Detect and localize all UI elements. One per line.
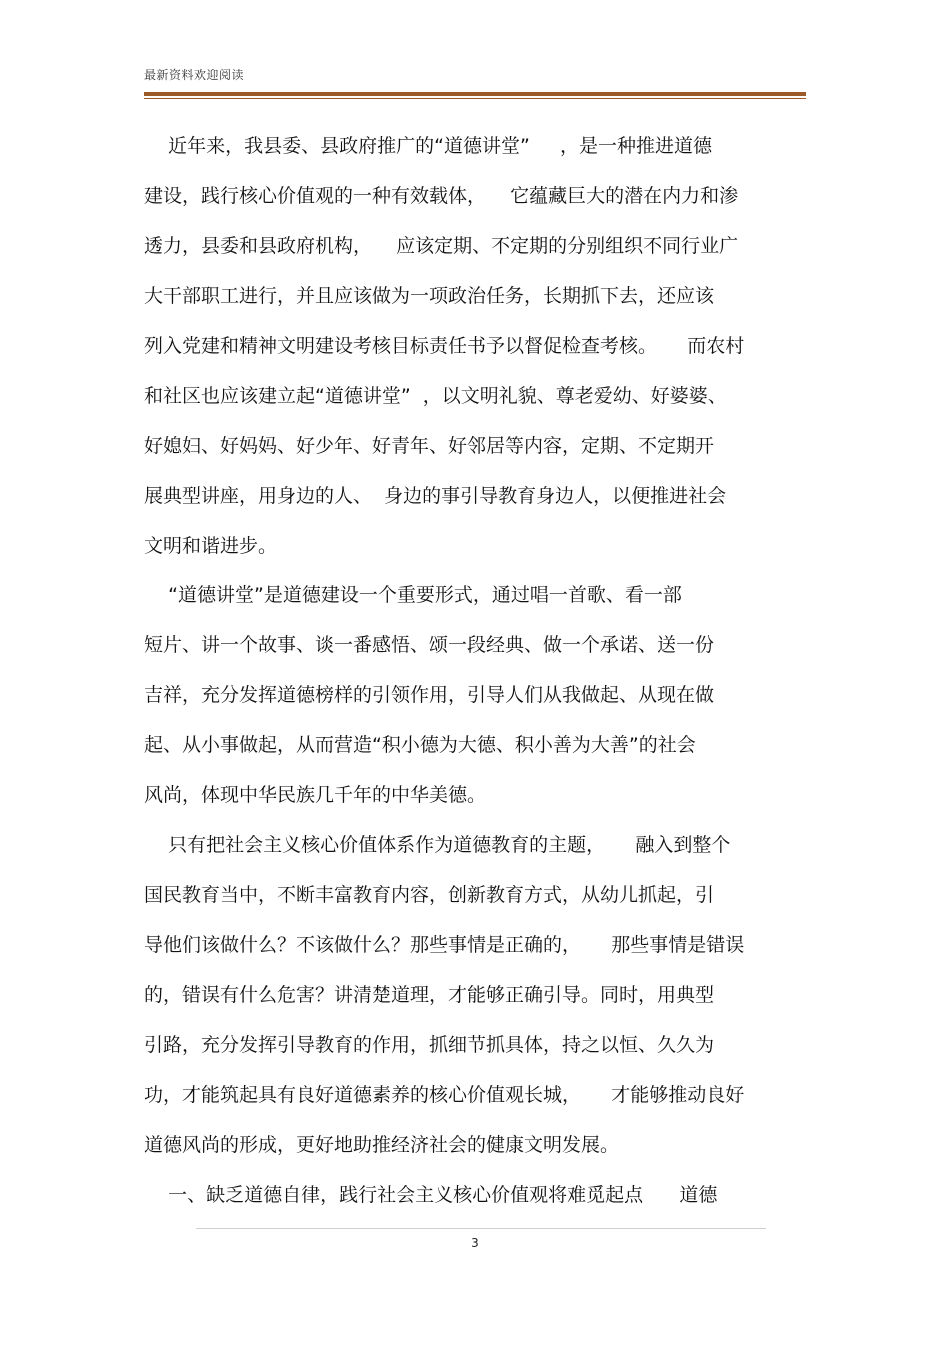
- header-title: 最新资料欢迎阅读: [144, 68, 245, 82]
- page-number: 3: [471, 1236, 479, 1250]
- header-rule: [144, 92, 806, 96]
- text-line: 功，才能筑起具有良好道德素养的核心价值观长城， 才能够推动良好: [144, 1083, 745, 1106]
- header-rule-thin: [144, 98, 806, 99]
- text-line: 透力，县委和县政府机构， 应该定期、不定期的分别组织不同行业广: [144, 234, 739, 257]
- text-line: 建设，践行核心价值观的一种有效载体， 它蕴藏巨大的潜在内力和渗: [144, 184, 739, 207]
- text-line: 导他们该做什么？不该做什么？那些事情是正确的， 那些事情是错误: [144, 934, 745, 956]
- text-line: 文明和谐进步。: [144, 534, 278, 557]
- text-line: 展典型讲座，用身边的人、 身边的事引导教育身边人，以便推进社会: [144, 484, 727, 507]
- footer-rule: [196, 1228, 766, 1229]
- text-line: “道德讲堂”是道德建设一个重要形式，通过唱一首歌、看一部: [144, 584, 682, 607]
- text-line: 大干部职工进行，并且应该做为一项政治任务，长期抓下去，还应该: [144, 284, 715, 307]
- text-line: 国民教育当中，不断丰富教育内容，创新教育方式，从幼儿抓起，引: [144, 884, 715, 907]
- text-line: 和社区也应该建立起“道德讲堂” ，以文明礼貌、尊老爱幼、好婆婆、: [144, 384, 727, 407]
- text-line: 引路，充分发挥引导教育的作用，抓细节抓具体，持之以恒、久久为: [144, 1033, 715, 1056]
- text-line: 吉祥，充分发挥道德榜样的引领作用，引导人们从我做起、从现在做: [144, 684, 715, 707]
- text-line: 好媳妇、好妈妈、好少年、好青年、好邻居等内容，定期、不定期开: [144, 434, 715, 457]
- body-text: [144, 122, 806, 1221]
- text-line: 只有把社会主义核心价值体系作为道德教育的主题， 融入到整个: [144, 834, 731, 857]
- text-line: 的，错误有什么危害？讲清楚道理，才能够正确引导。同时，用典型: [144, 983, 715, 1006]
- text-line: 风尚，体现中华民族几千年的中华美德。: [144, 784, 487, 807]
- text-line: 近年来，我县委、县政府推广的“道德讲堂” ，是一种推进道德: [144, 135, 713, 157]
- text-line: 一、缺乏道德自律，践行社会主义核心价值观将难觅起点 道德: [144, 1183, 718, 1206]
- text-line: 起、从小事做起，从而营造“积小德为大德、积小善为大善”的社会: [144, 734, 696, 757]
- text-line: 道德风尚的形成，更好地助推经济社会的健康文明发展。: [144, 1133, 620, 1156]
- text-line: 列入党建和精神文明建设考核目标责任书予以督促检查考核。 而农村: [144, 334, 745, 357]
- text-line: 短片、讲一个故事、谈一番感悟、颂一段经典、做一个承诺、送一份: [144, 634, 715, 657]
